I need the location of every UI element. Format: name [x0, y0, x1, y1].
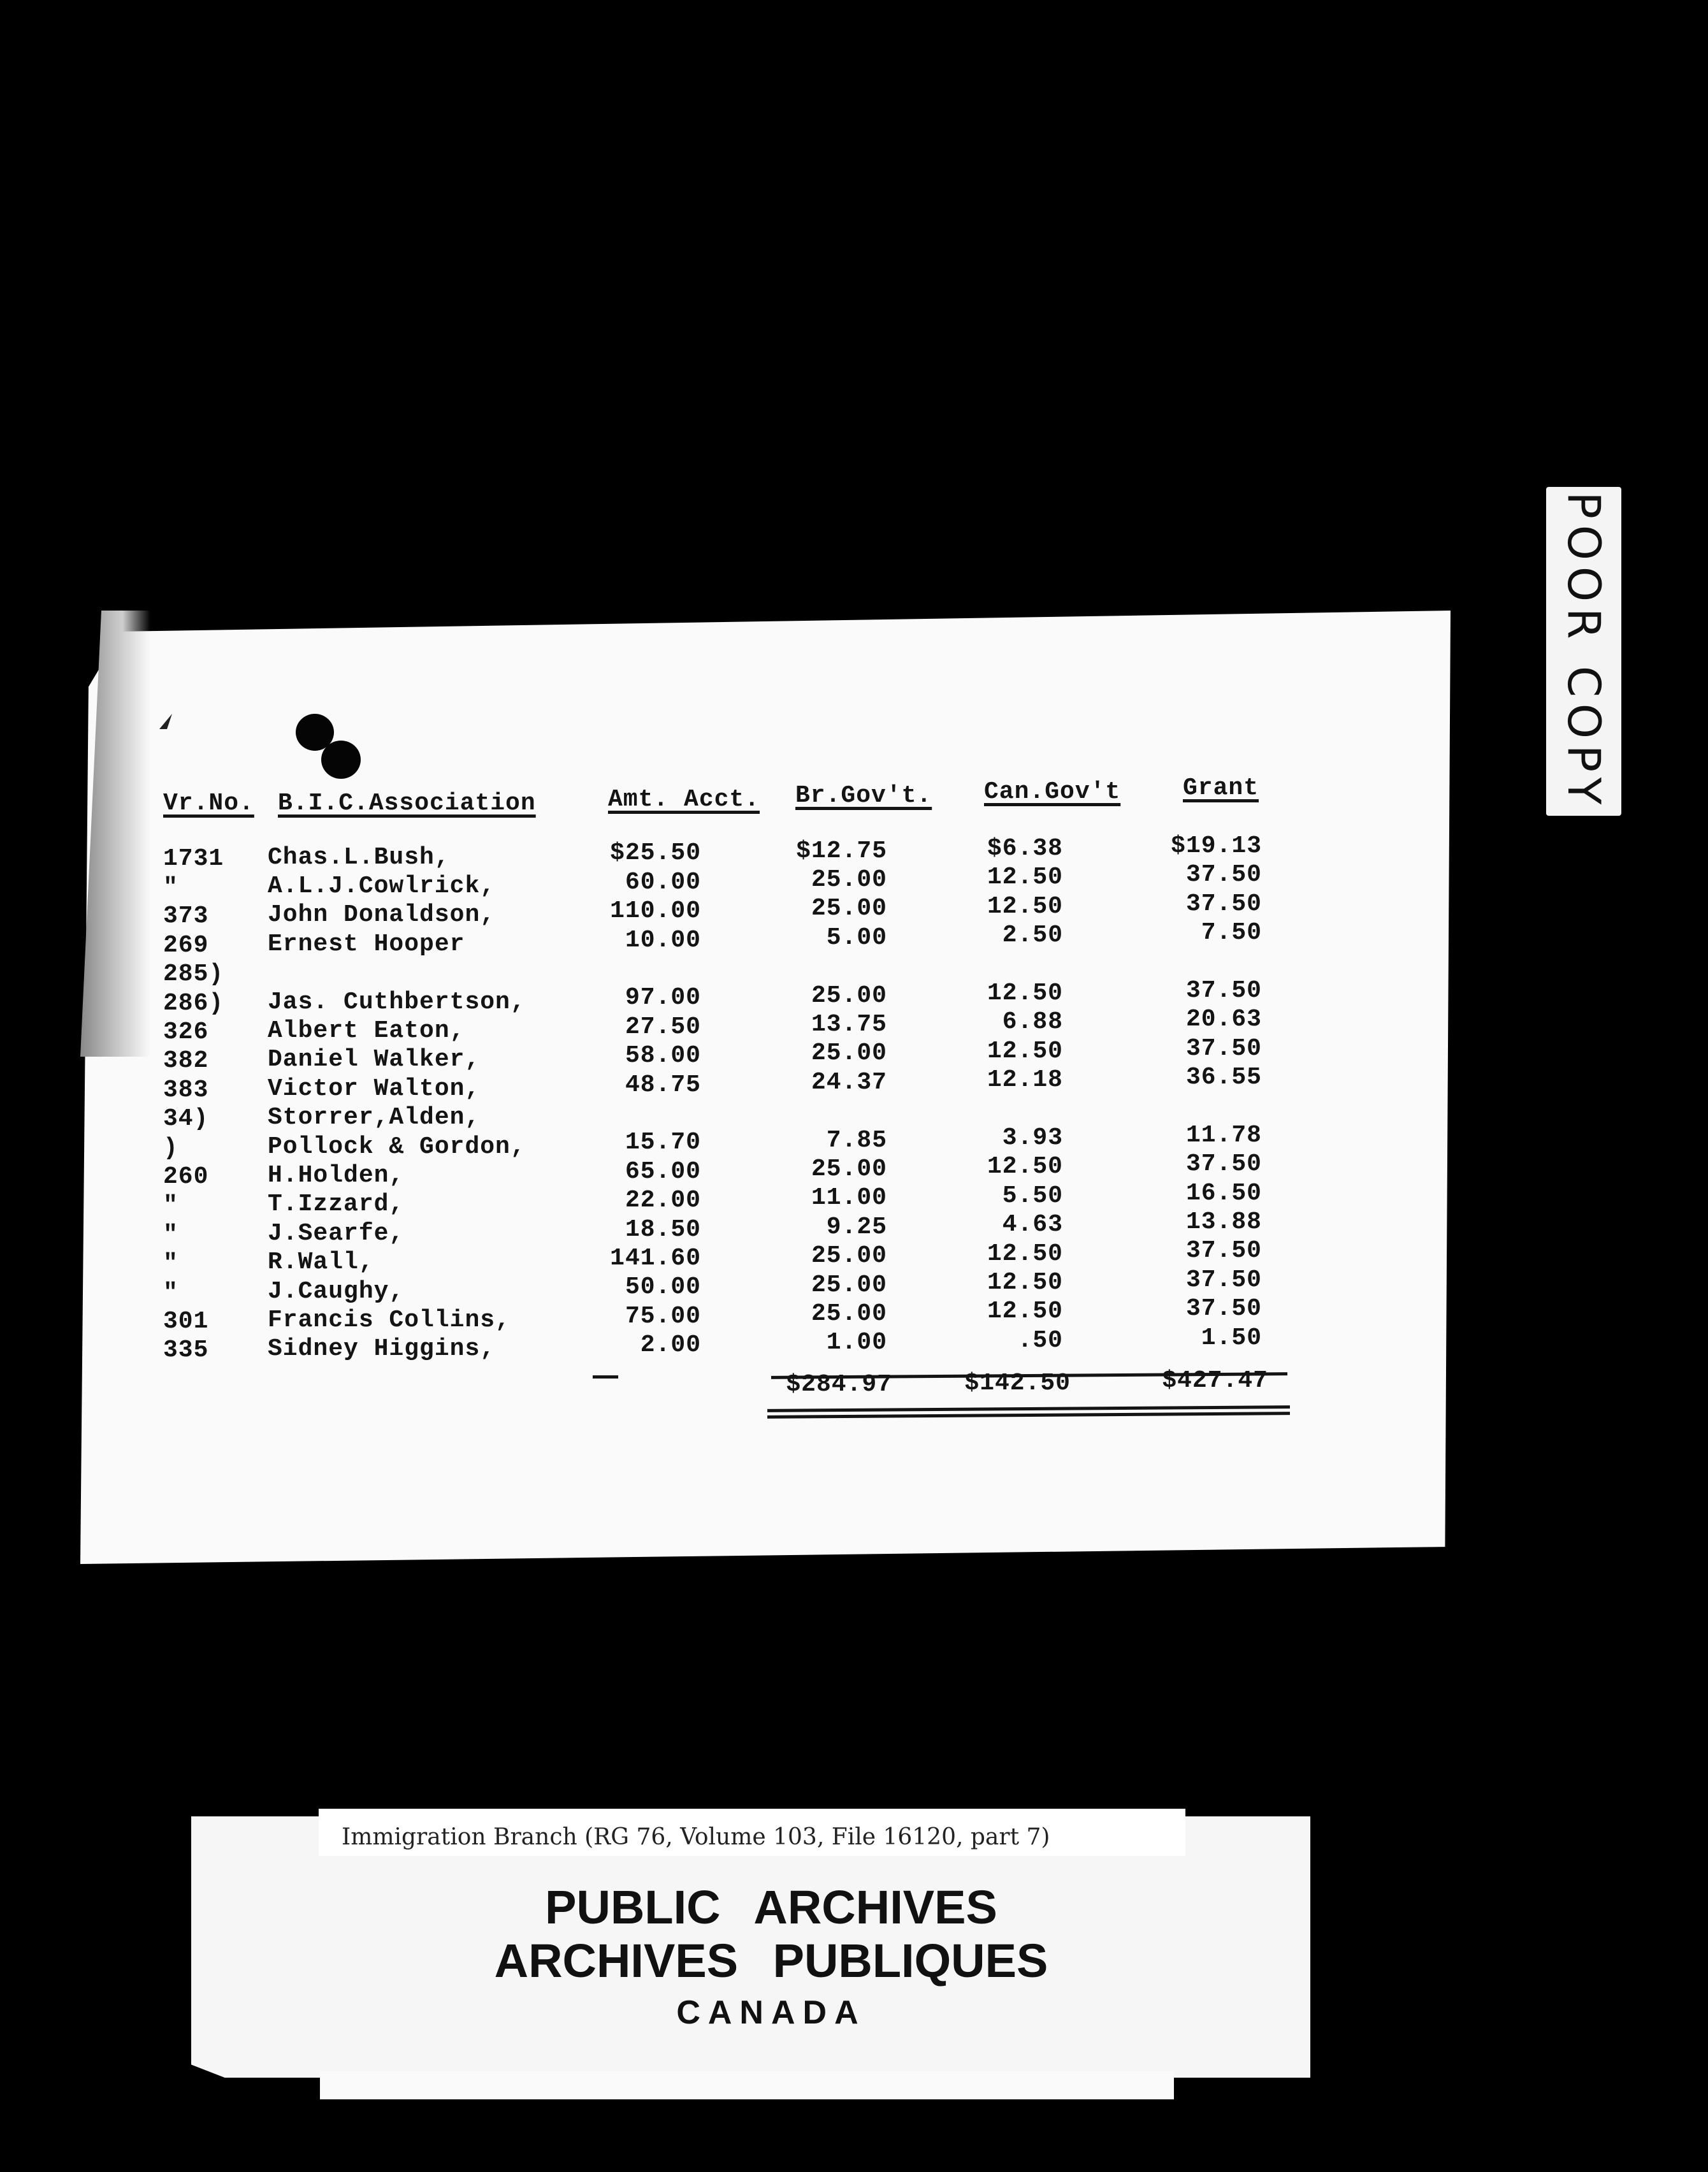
row-can-govt: 3.93 — [1002, 1124, 1063, 1152]
row-vr-no: ) — [163, 1134, 178, 1162]
row-association-name: Pollock & Gordon, — [268, 1133, 526, 1161]
row-can-govt: 6.88 — [1002, 1008, 1063, 1036]
row-grant: 16.50 — [1185, 1179, 1262, 1207]
row-grant: 37.50 — [1185, 890, 1262, 918]
row-association-name: T.Izzard, — [268, 1191, 405, 1219]
row-association-name: Chas.L.Bush, — [268, 843, 450, 871]
archive-label-bottom-strip — [320, 2071, 1174, 2099]
row-vr-no: 286) — [163, 989, 224, 1017]
row-amt-acct: 60.00 — [625, 868, 701, 896]
row-association-name: Jas. Cuthbertson, — [268, 988, 526, 1016]
dash-mark — [593, 1375, 618, 1379]
poor-copy-text: POOR COPY — [1558, 491, 1610, 811]
row-br-govt: 1.00 — [826, 1329, 887, 1357]
archive-country: CANADA — [676, 1994, 866, 2031]
row-grant: 7.50 — [1201, 919, 1262, 947]
row-vr-no: 269 — [163, 931, 209, 959]
row-amt-acct: 27.50 — [625, 1013, 701, 1041]
row-association-name: Daniel Walker, — [268, 1046, 481, 1074]
archive-title-english: PUBLIC ARCHIVES — [545, 1881, 997, 1934]
row-br-govt: 25.00 — [811, 895, 887, 923]
row-association-name: R.Wall, — [268, 1249, 374, 1277]
row-association-name: J.Searfe, — [268, 1219, 405, 1247]
row-vr-no: 382 — [163, 1047, 209, 1075]
total-grant: $427.47 — [1162, 1367, 1268, 1394]
row-amt-acct: 48.75 — [625, 1071, 701, 1099]
ink-blot-mark — [296, 714, 366, 778]
row-vr-no: " — [163, 1250, 178, 1278]
row-vr-no: 1731 — [163, 844, 224, 872]
row-association-name: H.Holden, — [268, 1161, 405, 1189]
row-can-govt: 4.63 — [1002, 1211, 1063, 1239]
row-amt-acct: 97.00 — [625, 984, 701, 1012]
row-grant: 36.55 — [1185, 1064, 1262, 1092]
row-can-govt: 12.18 — [987, 1066, 1063, 1094]
row-can-govt: 12.50 — [987, 864, 1063, 892]
row-amt-acct: 22.00 — [625, 1187, 701, 1215]
row-grant: 11.78 — [1185, 1121, 1262, 1149]
row-can-govt: .50 — [1017, 1326, 1063, 1354]
row-br-govt: 25.00 — [811, 1271, 887, 1299]
row-grant: 20.63 — [1185, 1006, 1262, 1034]
row-br-govt: 13.75 — [811, 1010, 887, 1038]
row-amt-acct: 18.50 — [625, 1215, 701, 1243]
row-vr-no: 301 — [163, 1308, 209, 1336]
row-amt-acct: 110.00 — [610, 897, 701, 925]
row-br-govt: 9.25 — [826, 1213, 887, 1241]
header-vr-no: Vr.No. — [163, 790, 254, 817]
row-vr-no: " — [163, 1220, 178, 1249]
row-br-govt: 7.85 — [826, 1126, 887, 1154]
sheet-edge-shadow — [80, 611, 150, 1057]
row-amt-acct: 65.00 — [625, 1157, 701, 1185]
row-association-name: Ernest Hooper — [268, 930, 465, 958]
row-association-name: Francis Collins, — [268, 1306, 510, 1334]
row-br-govt: 25.00 — [811, 1242, 887, 1270]
row-amt-acct: 58.00 — [625, 1042, 701, 1070]
row-grant: 1.50 — [1201, 1324, 1262, 1352]
row-grant: 37.50 — [1185, 1295, 1262, 1323]
row-can-govt: 12.50 — [987, 1153, 1063, 1181]
row-br-govt: 11.00 — [811, 1184, 887, 1212]
row-br-govt: 24.37 — [811, 1068, 887, 1096]
row-vr-no: 373 — [163, 902, 209, 930]
row-amt-acct: 2.00 — [640, 1331, 701, 1359]
row-association-name: Victor Walton, — [268, 1075, 481, 1103]
row-vr-no: 326 — [163, 1018, 209, 1046]
row-association-name: Sidney Higgins, — [268, 1335, 496, 1363]
row-can-govt: 2.50 — [1002, 922, 1063, 950]
row-br-govt: 5.00 — [826, 923, 887, 952]
row-br-govt: 25.00 — [811, 1155, 887, 1183]
total-can-govt: $142.50 — [964, 1370, 1071, 1397]
row-br-govt: 25.00 — [811, 1300, 887, 1328]
total-br-govt: $284.97 — [786, 1371, 892, 1398]
row-can-govt: 12.50 — [987, 1268, 1063, 1296]
row-grant: 37.50 — [1185, 1150, 1262, 1178]
row-grant: 13.88 — [1185, 1208, 1262, 1236]
row-vr-no: 285) — [163, 960, 224, 988]
row-amt-acct: 141.60 — [610, 1244, 701, 1272]
row-can-govt: $6.38 — [987, 834, 1063, 862]
row-association-name: Albert Eaton, — [268, 1017, 465, 1045]
row-association-name: Storrer,Alden, — [268, 1104, 481, 1132]
row-br-govt: 25.00 — [811, 865, 887, 894]
row-grant: 37.50 — [1185, 1034, 1262, 1062]
row-vr-no: " — [163, 1192, 178, 1220]
header-br-govt: Br.Gov't. — [795, 782, 932, 809]
row-amt-acct: 50.00 — [625, 1273, 701, 1301]
row-grant: $19.13 — [1171, 832, 1262, 860]
archive-title-french: ARCHIVES PUBLIQUES — [494, 1934, 1048, 1987]
row-can-govt: 12.50 — [987, 1240, 1063, 1268]
header-can-govt: Can.Gov't — [984, 778, 1121, 806]
row-can-govt: 12.50 — [987, 1298, 1063, 1326]
row-br-govt: 25.00 — [811, 981, 887, 1010]
row-can-govt: 12.50 — [987, 1037, 1063, 1065]
row-grant: 37.50 — [1185, 861, 1262, 889]
row-amt-acct: 10.00 — [625, 926, 701, 954]
row-amt-acct: $25.50 — [610, 839, 701, 867]
row-br-govt: 25.00 — [811, 1039, 887, 1068]
row-vr-no: " — [163, 1278, 178, 1307]
row-vr-no: 260 — [163, 1163, 209, 1191]
row-association-name: J.Caughy, — [268, 1277, 405, 1305]
row-br-govt: $12.75 — [796, 837, 887, 865]
row-vr-no: " — [163, 874, 178, 902]
row-can-govt: 5.50 — [1002, 1182, 1063, 1210]
poor-copy-tag — [1546, 487, 1621, 816]
header-association: B.I.C.Association — [278, 790, 536, 817]
row-can-govt: 12.50 — [987, 892, 1063, 920]
row-can-govt: 12.50 — [987, 979, 1063, 1007]
header-amt-acct: Amt. Acct. — [608, 786, 760, 813]
row-vr-no: 335 — [163, 1336, 209, 1365]
row-association-name: John Donaldson, — [268, 901, 496, 929]
row-amt-acct: 15.70 — [625, 1129, 701, 1157]
header-grant: Grant — [1183, 774, 1259, 802]
archive-reference: Immigration Branch (RG 76, Volume 103, File 16120, part 7) — [342, 1824, 1050, 1850]
row-grant: 37.50 — [1185, 1266, 1262, 1294]
row-vr-no: 383 — [163, 1076, 209, 1104]
row-association-name: A.L.J.Cowlrick, — [268, 872, 496, 900]
row-vr-no: 34) — [163, 1105, 209, 1133]
row-grant: 37.50 — [1185, 1237, 1262, 1265]
row-grant: 37.50 — [1185, 976, 1262, 1004]
row-amt-acct: 75.00 — [625, 1302, 701, 1330]
